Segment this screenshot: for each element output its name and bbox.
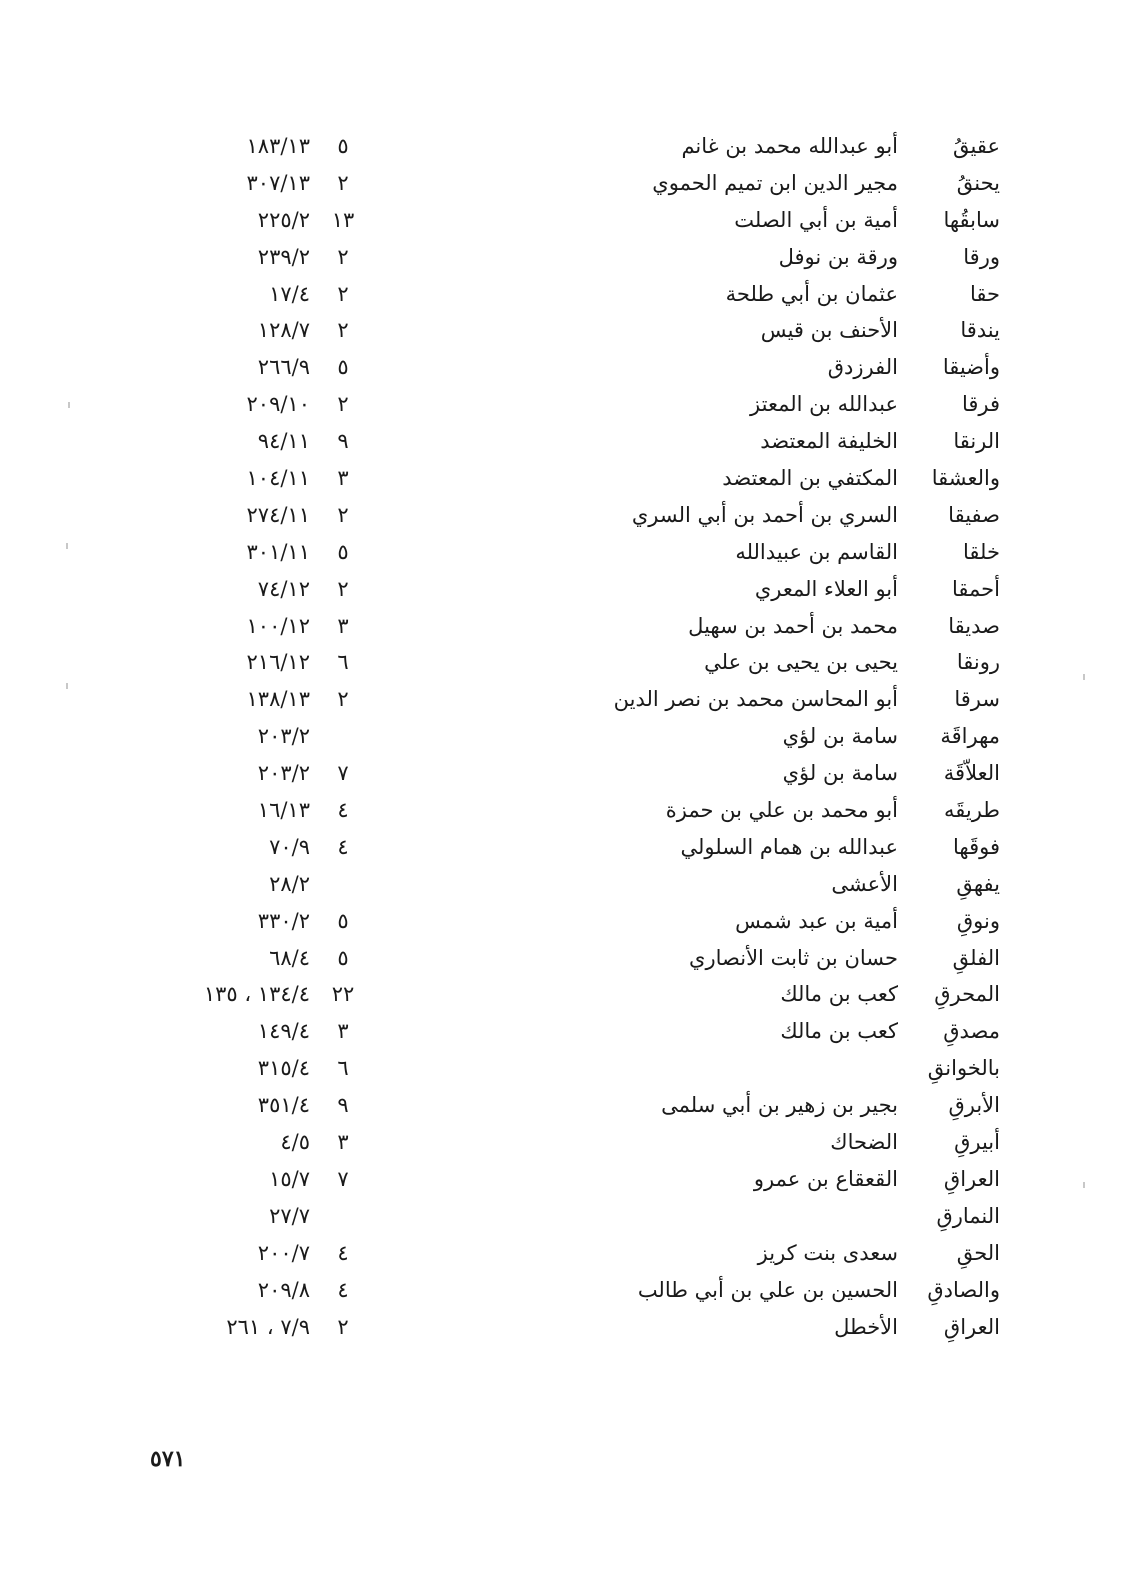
index-row xyxy=(0,276,1124,313)
rhyme-word: سابقُها xyxy=(943,207,1000,232)
volume-page-reference: ١٨٣/١٣ xyxy=(246,134,310,158)
scan-speck xyxy=(68,402,70,408)
index-row xyxy=(0,497,1124,534)
rhyme-word: طريقَه xyxy=(943,798,1000,823)
index-row xyxy=(0,571,1124,608)
verse-count: ٧ xyxy=(337,761,349,786)
rhyme-word: رونقا xyxy=(956,650,1000,675)
scan-speck xyxy=(1083,674,1085,680)
verse-count: ٤ xyxy=(337,1277,349,1302)
index-row xyxy=(0,644,1124,681)
rhyme-word: أبيرقِ xyxy=(954,1130,1000,1155)
poet-name: الفرزدق xyxy=(827,355,898,380)
volume-page-reference: ٦٨/٤ xyxy=(269,945,310,970)
volume-page-reference: ٣١٥/٤ xyxy=(257,1056,310,1081)
rhyme-word: بالخوانقِ xyxy=(927,1056,1000,1081)
poet-name: محمد بن أحمد بن سهيل xyxy=(688,613,898,638)
volume-page-reference: ٣٠١/١١ xyxy=(246,539,310,564)
volume-page-reference: ٢٣٩/٢ xyxy=(257,244,310,269)
volume-page-reference: ٣٣٠/٢ xyxy=(257,908,310,933)
verse-count: ٢ xyxy=(337,576,349,601)
page-number: ٥٧١ xyxy=(150,1446,186,1472)
index-row xyxy=(0,681,1124,718)
rhyme-word: العراقِ xyxy=(943,1166,1000,1191)
poet-name: سامة بن لؤي xyxy=(782,761,898,786)
volume-page-reference: ٢٠٣/٢ xyxy=(257,724,310,749)
index-row xyxy=(0,866,1124,903)
poet-name: القعقاع بن عمرو xyxy=(753,1166,898,1191)
poet-name: أمية بن عبد شمس xyxy=(735,908,898,933)
volume-page-reference: ٧٠/٩ xyxy=(269,834,310,859)
verse-count: ٤ xyxy=(337,1240,349,1265)
index-row xyxy=(0,128,1124,165)
scan-speck xyxy=(66,543,68,549)
rhyme-word: ورقا xyxy=(963,244,1000,269)
verse-count: ٤ xyxy=(337,834,349,859)
scan-speck xyxy=(1083,1182,1085,1188)
volume-page-reference: ٢٠٩/٨ xyxy=(257,1277,310,1302)
poet-name: أبو محمد بن علي بن حمزة xyxy=(665,798,898,823)
poet-name: حسان بن ثابت الأنصاري xyxy=(689,945,898,970)
verse-count: ٢ xyxy=(337,392,349,417)
poet-name: الحسين بن علي بن أبي طالب xyxy=(637,1277,898,1302)
verse-count: ٩ xyxy=(337,1093,349,1118)
poet-name: أبو المحاسن محمد بن نصر الدين xyxy=(613,687,898,712)
rhyme-word: حقا xyxy=(969,281,1000,306)
poet-name: بجير بن زهير بن أبي سلمى xyxy=(661,1093,898,1118)
rhyme-word: يحنقُ xyxy=(956,170,1000,195)
volume-page-reference: ١٧/٤ xyxy=(269,281,310,306)
verse-count: ٢٢ xyxy=(331,982,355,1007)
index-row xyxy=(0,829,1124,866)
volume-page-reference: ٢٨/٢ xyxy=(269,871,310,896)
rhyme-word: فوقَها xyxy=(952,834,1000,859)
volume-page-reference: ١٤٩/٤ xyxy=(257,1019,310,1044)
volume-page-reference: ٣٠٧/١٣ xyxy=(246,170,310,195)
index-row xyxy=(0,1124,1124,1161)
index-row xyxy=(0,976,1124,1013)
poet-name: يحيى بن يحيى بن علي xyxy=(704,650,898,675)
rhyme-word: الأبرقِ xyxy=(948,1093,1000,1118)
index-row xyxy=(0,386,1124,423)
poet-name: الخليفة المعتضد xyxy=(760,429,898,454)
rhyme-word: صفيقا xyxy=(948,502,1000,527)
volume-page-reference: ١٠٠/١٢ xyxy=(246,613,310,638)
rhyme-word: أحمقا xyxy=(952,576,1000,601)
verse-count: ٩ xyxy=(337,429,349,454)
volume-page-reference: ٢٦٦/٩ xyxy=(257,355,310,380)
rhyme-word: صديقا xyxy=(948,613,1000,638)
poet-name: أبو عبدالله محمد بن غانم xyxy=(681,134,898,158)
poet-name: كعب بن مالك xyxy=(780,982,898,1007)
poet-name: المكتفي بن المعتضد xyxy=(722,466,898,491)
index-row xyxy=(0,608,1124,645)
verse-count: ٥ xyxy=(337,908,349,933)
verse-count: ٦ xyxy=(337,1056,349,1081)
index-row xyxy=(0,1050,1124,1087)
poetry-index-table xyxy=(0,128,1124,1345)
rhyme-word: العلاّقَة xyxy=(943,761,1000,786)
scan-speck xyxy=(66,683,68,689)
rhyme-word: مصدقِ xyxy=(943,1019,1000,1044)
verse-count: ٥ xyxy=(337,134,349,158)
volume-page-reference: ٢٢٥/٢ xyxy=(257,207,310,232)
poet-name: أبو العلاء المعري xyxy=(754,576,898,601)
volume-page-reference: ٢٠٩/١٠ xyxy=(246,392,310,417)
volume-page-reference: ٢٧٤/١١ xyxy=(246,502,310,527)
index-row xyxy=(0,1198,1124,1235)
volume-page-reference: ١٦/١٣ xyxy=(257,798,310,823)
rhyme-word: يندقا xyxy=(960,318,1000,343)
volume-page-reference: ٣٥١/٤ xyxy=(257,1093,310,1118)
poet-name: عبدالله بن همام السلولي xyxy=(680,834,898,859)
rhyme-word: النمارقِ xyxy=(936,1203,1000,1228)
rhyme-word: العراقِ xyxy=(943,1314,1000,1339)
verse-count: ٢ xyxy=(337,244,349,269)
verse-count: ٢ xyxy=(337,318,349,343)
volume-page-reference: ٢١٦/١٢ xyxy=(246,650,310,675)
index-row xyxy=(0,1272,1124,1309)
index-row xyxy=(0,792,1124,829)
poet-name: القاسم بن عبيدالله xyxy=(735,539,898,564)
index-row xyxy=(0,1309,1124,1346)
volume-page-reference: ٢٧/٧ xyxy=(269,1203,310,1228)
verse-count: ٦ xyxy=(337,650,349,675)
rhyme-word: الفلقِ xyxy=(952,945,1000,970)
verse-count: ٢ xyxy=(337,281,349,306)
index-row xyxy=(0,202,1124,239)
verse-count: ٥ xyxy=(337,355,349,380)
poet-name: ورقة بن نوفل xyxy=(778,244,898,269)
index-row xyxy=(0,349,1124,386)
poet-name: السري بن أحمد بن أبي السري xyxy=(631,502,898,527)
verse-count: ١٣ xyxy=(331,207,355,232)
poet-name: عثمان بن أبي طلحة xyxy=(725,281,898,306)
poet-name: عبدالله بن المعتز xyxy=(750,392,898,417)
volume-page-reference: ٧٤/١٢ xyxy=(257,576,310,601)
index-row xyxy=(0,165,1124,202)
index-row xyxy=(0,1087,1124,1124)
rhyme-word: والعشقا xyxy=(931,466,1000,491)
volume-page-reference: ١٥/٧ xyxy=(269,1166,310,1191)
poet-name: سعدى بنت كريز xyxy=(757,1240,898,1265)
index-row xyxy=(0,239,1124,276)
poet-name: أمية بن أبي الصلت xyxy=(734,207,898,232)
rhyme-word: وأضيقا xyxy=(942,355,1000,380)
rhyme-word: الحقِ xyxy=(956,1240,1000,1265)
volume-page-reference: ٢٠٠/٧ xyxy=(257,1240,310,1265)
volume-page-reference: ٤/٥ xyxy=(280,1130,310,1155)
index-row xyxy=(0,718,1124,755)
verse-count: ٧ xyxy=(337,1166,349,1191)
rhyme-word: المحرقِ xyxy=(934,982,1000,1007)
index-row xyxy=(0,903,1124,940)
index-row xyxy=(0,460,1124,497)
poet-name: الأعشى xyxy=(831,871,898,896)
verse-count: ٥ xyxy=(337,945,349,970)
poet-name: سامة بن لؤي xyxy=(782,724,898,749)
verse-count: ٢ xyxy=(337,170,349,195)
rhyme-word: خلقا xyxy=(963,539,1000,564)
volume-page-reference: ١٣٤/٤ ، ١٣٥ xyxy=(203,982,310,1007)
index-row xyxy=(0,940,1124,977)
rhyme-word: عقيقُ xyxy=(952,134,1000,158)
verse-count: ٣ xyxy=(337,613,349,638)
poet-name: الضحاك xyxy=(830,1130,898,1155)
verse-count: ٢ xyxy=(337,502,349,527)
verse-count: ٣ xyxy=(337,466,349,491)
index-row xyxy=(0,1161,1124,1198)
index-row xyxy=(0,312,1124,349)
volume-page-reference: ٩٤/١١ xyxy=(257,429,310,454)
rhyme-word: فرقا xyxy=(961,392,1000,417)
volume-page-reference: ١٢٨/٧ xyxy=(257,318,310,343)
verse-count: ٥ xyxy=(337,539,349,564)
index-row xyxy=(0,1013,1124,1050)
rhyme-word: سرقا xyxy=(954,687,1000,712)
verse-count: ٣ xyxy=(337,1019,349,1044)
volume-page-reference: ٧/٩ ، ٢٦١ xyxy=(226,1314,310,1339)
index-row xyxy=(0,423,1124,460)
volume-page-reference: ١٣٨/١٣ xyxy=(246,687,310,712)
poet-name: مجير الدين ابن تميم الحموي xyxy=(652,170,898,195)
rhyme-word: والصادقِ xyxy=(927,1277,1000,1302)
rhyme-word: ونوقِ xyxy=(956,908,1000,933)
rhyme-word: مهراقَة xyxy=(940,724,1000,749)
verse-count: ٣ xyxy=(337,1130,349,1155)
index-row xyxy=(0,1235,1124,1272)
verse-count: ٢ xyxy=(337,687,349,712)
volume-page-reference: ٢٠٣/٢ xyxy=(257,761,310,786)
poet-name: كعب بن مالك xyxy=(780,1019,898,1044)
rhyme-word: الرنقا xyxy=(953,429,1000,454)
volume-page-reference: ١٠٤/١١ xyxy=(246,466,310,491)
index-row xyxy=(0,755,1124,792)
verse-count: ٤ xyxy=(337,798,349,823)
poet-name: الأخطل xyxy=(834,1314,898,1339)
index-row xyxy=(0,534,1124,571)
poet-name: الأحنف بن قيس xyxy=(760,318,898,343)
verse-count: ٢ xyxy=(337,1314,349,1339)
rhyme-word: يفهقِ xyxy=(956,871,1000,896)
